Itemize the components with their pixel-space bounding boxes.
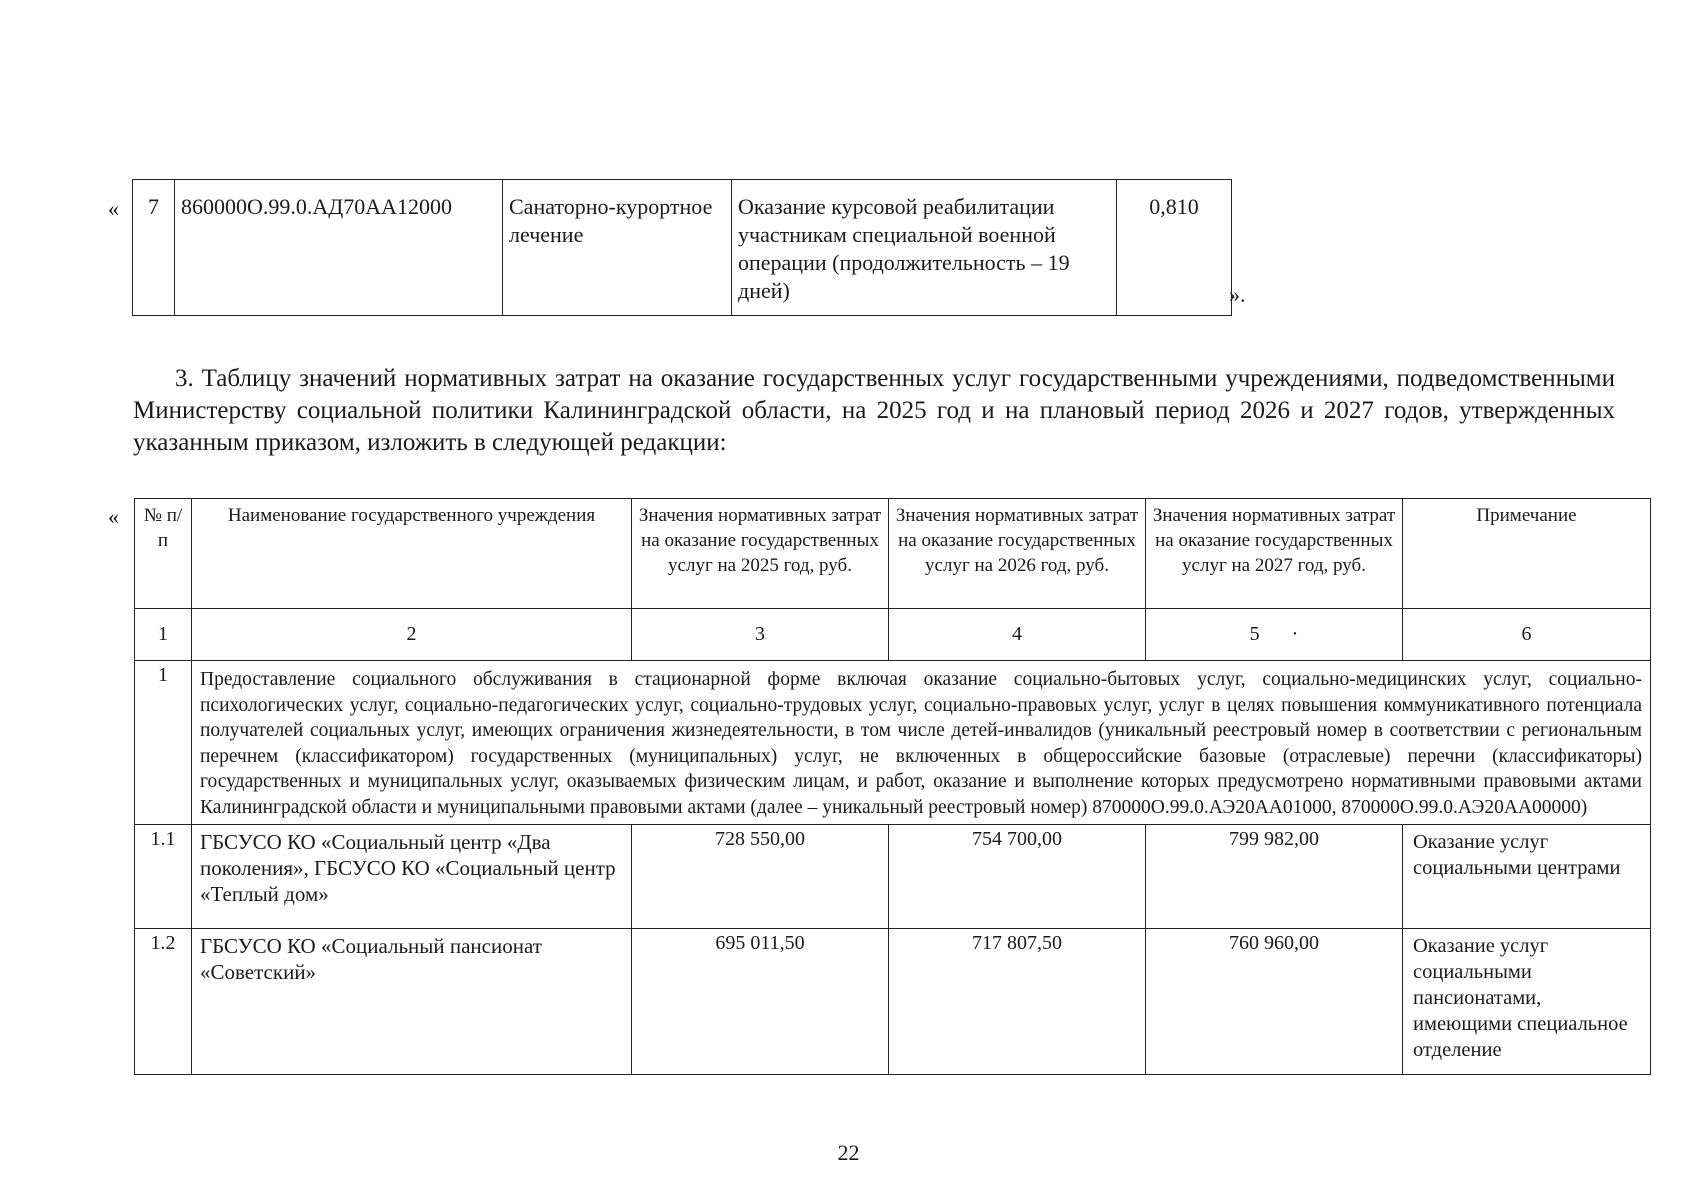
value-2026: 717 807,50 — [889, 929, 1146, 1075]
column-number: 6 — [1403, 609, 1651, 661]
closing-quote: ». — [1229, 282, 1246, 307]
column-mark: · — [1291, 623, 1299, 645]
section-text: Предоставление социального обслуживания в стационарной форме включая оказание социально-бытовых услуг, социально-медицинских услуг, социально-психологических услуг, социально-педагогических услуг, социально-трудовых услуг, социально-правовых услуг, услуг в целях повышения коммуникативного потенциала получателей социальных услуг, имеющих ограничения жизнедеятельности, в том числе детей-инвалидов (уникальный реестровый номер в соответствии с региональным перечнем (классификатором) государственных (муниципальных) услуг, не включенных в общероссийские базовые (отраслевые) перечни (классификаторы) государственных и муниципальных услуг, оказываемых физическим лицам, и работ, оказание и выполнение которых предусмотрено нормативными правовыми актами Калининградской области и муниципальными правовыми актами (далее – уникальный реестровый номер) 870000О.99.0.АЭ20АА01000, 870000О.99.0.АЭ20АА00000) — [192, 661, 1651, 825]
row-note: Оказание услуг социальными пансионатами, имеющими специальное отделение — [1403, 929, 1651, 1075]
header-note: Примечание — [1403, 499, 1651, 609]
value-2026: 754 700,00 — [889, 825, 1146, 929]
page-number: 22 — [837, 1140, 860, 1165]
table-row — [135, 929, 1651, 1075]
column-number: 3 — [632, 609, 889, 661]
institution-name: ГБСУСО КО «Социальный центр «Два поколения», ГБСУСО КО «Социальный центр «Теплый дом» — [192, 825, 632, 929]
section-number: 1 — [135, 661, 192, 825]
value-2025: 695 011,50 — [632, 929, 889, 1075]
column-number-row — [135, 609, 1651, 661]
row-number: 1.1 — [135, 825, 192, 929]
table-header-row — [135, 499, 1651, 609]
column-number: 5 — [1249, 623, 1260, 645]
header-2027: Значения нормативных затрат на оказание государственных услуг на 2027 год, руб. — [1146, 499, 1403, 609]
column-number: 1 — [135, 609, 192, 661]
amendment-paragraph: 3. Таблицу значений нормативных затрат на оказание государственных услуг государственными учреждениями, подведомственными Министерству социальной политики Калининградской области, на 2025 год и на плановый период 2026 и 2027 годов, утвержденных указанным приказом, изложить в следующей редакции: — [133, 365, 1615, 456]
value-2025: 728 550,00 — [632, 825, 889, 929]
institution-name: ГБСУСО КО «Социальный пансионат «Советский» — [192, 929, 632, 1075]
value-2027: 799 982,00 — [1146, 825, 1403, 929]
cost-table — [134, 498, 1651, 1075]
section-row — [135, 661, 1651, 825]
opening-quote-main: « — [108, 504, 119, 529]
service-value: 0,810 — [1117, 180, 1232, 316]
service-table — [132, 179, 1232, 316]
service-code: 860000О.99.0.АД70АА12000 — [175, 180, 503, 316]
row-number: 1.2 — [135, 929, 192, 1075]
service-name: Санаторно-курортное лечение — [503, 180, 732, 316]
service-description: Оказание курсовой реабилитации участникам специальной военной операции (продолжительность – 19 дней) — [732, 180, 1117, 316]
column-number: 4 — [889, 609, 1146, 661]
header-institution: Наименование государственного учреждения — [192, 499, 632, 609]
header-2025: Значения нормативных затрат на оказание государственных услуг на 2025 год, руб. — [632, 499, 889, 609]
table-row — [133, 180, 1232, 316]
header-2026: Значения нормативных затрат на оказание государственных услуг на 2026 год, руб. — [889, 499, 1146, 609]
column-number-cell — [1146, 609, 1403, 661]
header-number: № п/п — [135, 499, 192, 609]
value-2027: 760 960,00 — [1146, 929, 1403, 1075]
row-note: Оказание услуг социальными центрами — [1403, 825, 1651, 929]
row-number: 7 — [133, 180, 175, 316]
column-number: 2 — [192, 609, 632, 661]
opening-quote: « — [108, 196, 119, 221]
table-row — [135, 825, 1651, 929]
